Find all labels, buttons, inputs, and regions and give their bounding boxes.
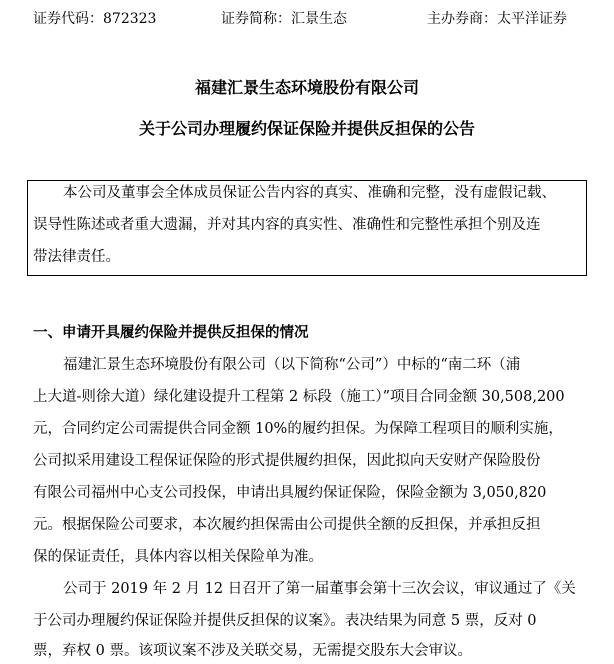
sponsor-broker: 主办券商：太平洋证券 — [427, 11, 567, 27]
paragraph-line: 上大道-则徐大道）绿化建设提升工程第 2 标段（施工）”项目合同金额 30,508,200 — [33, 389, 565, 405]
company-title: 福建汇景生态环境股份有限公司 — [194, 78, 419, 97]
section-heading: 一、申请开具履约保险并提供反担保的情况 — [33, 325, 309, 341]
paragraph-line: 公司拟采用建设工程保证保险的形式提供履约担保，因此拟向天安财产保险股份 — [33, 453, 541, 469]
disclaimer-line: 本公司及董事会全体成员保证公告内容的真实、准确和完整，没有虚假记载、 — [63, 185, 556, 201]
stock-abbreviation: 证券简称：汇景生态 — [221, 11, 347, 27]
paragraph-line: 于公司办理履约保证保险并提供反担保的议案》。表决结果为同意 5 票，反对 0 — [33, 613, 537, 629]
paragraph-line: 福建汇景生态环境股份有限公司（以下简称“公司”）中标的“南二环（浦 — [63, 357, 521, 373]
disclaimer-line: 误导性陈述或者重大遗漏，并对其内容的真实性、准确性和完整性承担个别及连 — [33, 217, 541, 233]
paragraph-line: 元，合同约定公司需提供合同金额 10%的履约担保。为保障工程项目的顺利实施， — [33, 421, 563, 437]
page-header — [0, 9, 614, 29]
paragraph-line: 有限公司福州中心支公司投保，申请出具履约保证保险，保险金额为 3,050,820 — [33, 485, 547, 501]
stock-code: 证券代码：872323 — [33, 11, 157, 27]
paragraph-line: 票，弃权 0 票。该项议案不涉及关联交易，无需提交股东大会审议。 — [33, 643, 472, 659]
announcement-title: 关于公司办理履约保证保险并提供反担保的公告 — [138, 119, 475, 138]
paragraph-line: 公司于 2019 年 2 月 12 日召开了第一届董事会第十三次会议，审议通过了《关 — [63, 581, 576, 597]
paragraph-line: 保的保证责任，具体内容以相关保险单为准。 — [33, 549, 323, 565]
disclaimer-line: 带法律责任。 — [33, 249, 120, 265]
paragraph-line: 元。根据保险公司要求，本次履约担保需由公司提供全额的反担保，并承担反担 — [33, 517, 541, 533]
